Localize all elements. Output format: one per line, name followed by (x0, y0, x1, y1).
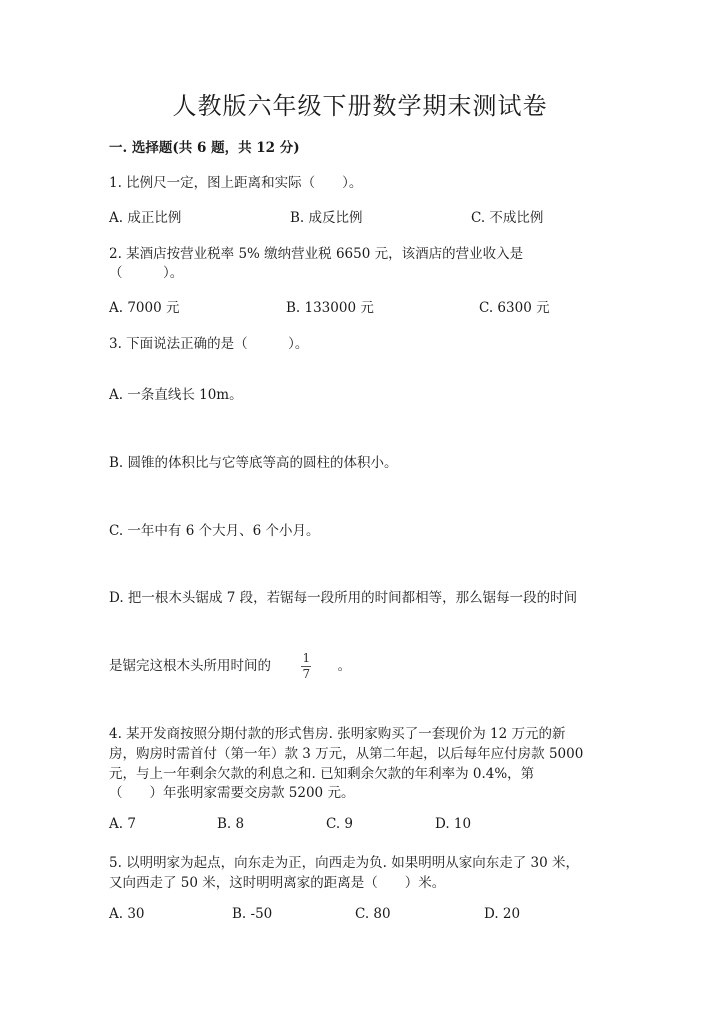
question-3-stem: 3. 下面说法正确的是（ ）。 (109, 336, 309, 352)
question-5-option-d: D. 20 (484, 906, 521, 922)
question-4-stem-line4: （ ）年张明家需要交房款 5200 元。 (109, 785, 355, 801)
question-4-option-c: C. 9 (326, 816, 354, 832)
question-3-option-d-line2 (109, 652, 351, 681)
question-1-option-c: C. 不成比例 (471, 210, 544, 226)
question-4-option-b: B. 8 (217, 816, 245, 832)
page-title: 人教版六年级下册数学期末测试卷 (172, 92, 548, 120)
question-4-option-d: D. 10 (435, 816, 472, 832)
question-4-stem-line2: 房，购房时需首付（第一年）款 3 万元，从第二年起，以后每年应付房款 5000 (109, 746, 584, 762)
question-4-option-a: A. 7 (109, 816, 136, 832)
question-5-option-c: C. 80 (355, 906, 391, 922)
fraction-denominator: 7 (302, 667, 311, 681)
question-2-option-a: A. 7000 元 (109, 300, 180, 316)
section-heading: 一. 选择题(共 6 题，共 12 分) (109, 140, 300, 156)
question-3-option-b: B. 圆锥的体积比与它等底等高的圆柱的体积小。 (109, 455, 398, 471)
question-3-option-c: C. 一年中有 6 个大月、6 个小月。 (109, 523, 320, 539)
question-2-option-b: B. 133000 元 (286, 300, 374, 316)
question-2-stem-line2: （ ）。 (109, 265, 184, 281)
question-5-stem-line2: 又向西走了 50 米，这时明明离家的距离是（ ）米。 (109, 875, 446, 891)
question-5-option-a: A. 30 (109, 906, 145, 922)
question-2-option-c: C. 6300 元 (479, 300, 550, 316)
fraction-one-seventh (301, 652, 311, 681)
question-1-option-b: B. 成反比例 (290, 210, 363, 226)
option-d-text: 是锯完这根木头所用时间的 (109, 658, 271, 674)
question-2-stem-line1: 2. 某酒店按营业税率 5% 缴纳营业税 6650 元，该酒店的营业收入是 (109, 246, 524, 262)
fraction-numerator: 1 (302, 651, 311, 665)
question-4-stem-line3: 元，与上一年剩余欠款的利息之和. 已知剩余欠款的年利率为 0.4%，第 (109, 766, 535, 782)
question-5-option-b: B. -50 (232, 906, 273, 922)
question-3-option-a: A. 一条直线长 10m。 (109, 387, 243, 403)
question-1-option-a: A. 成正比例 (109, 210, 182, 226)
question-5-stem-line1: 5. 以明明家为起点，向东走为正，向西走为负. 如果明明从家向东走了 30 米， (109, 855, 580, 871)
question-4-stem-line1: 4. 某开发商按照分期付款的形式售房. 张明家购买了一套现价为 12 万元的新 (109, 726, 566, 742)
question-1-stem: 1. 比例尺一定，图上距离和实际（ ）。 (109, 175, 363, 191)
option-d-end: 。 (337, 658, 352, 674)
question-3-option-d: D. 把一根木头锯成 7 段，若锯每一段所用的时间都相等，那么锯每一段的时间 (109, 590, 578, 606)
